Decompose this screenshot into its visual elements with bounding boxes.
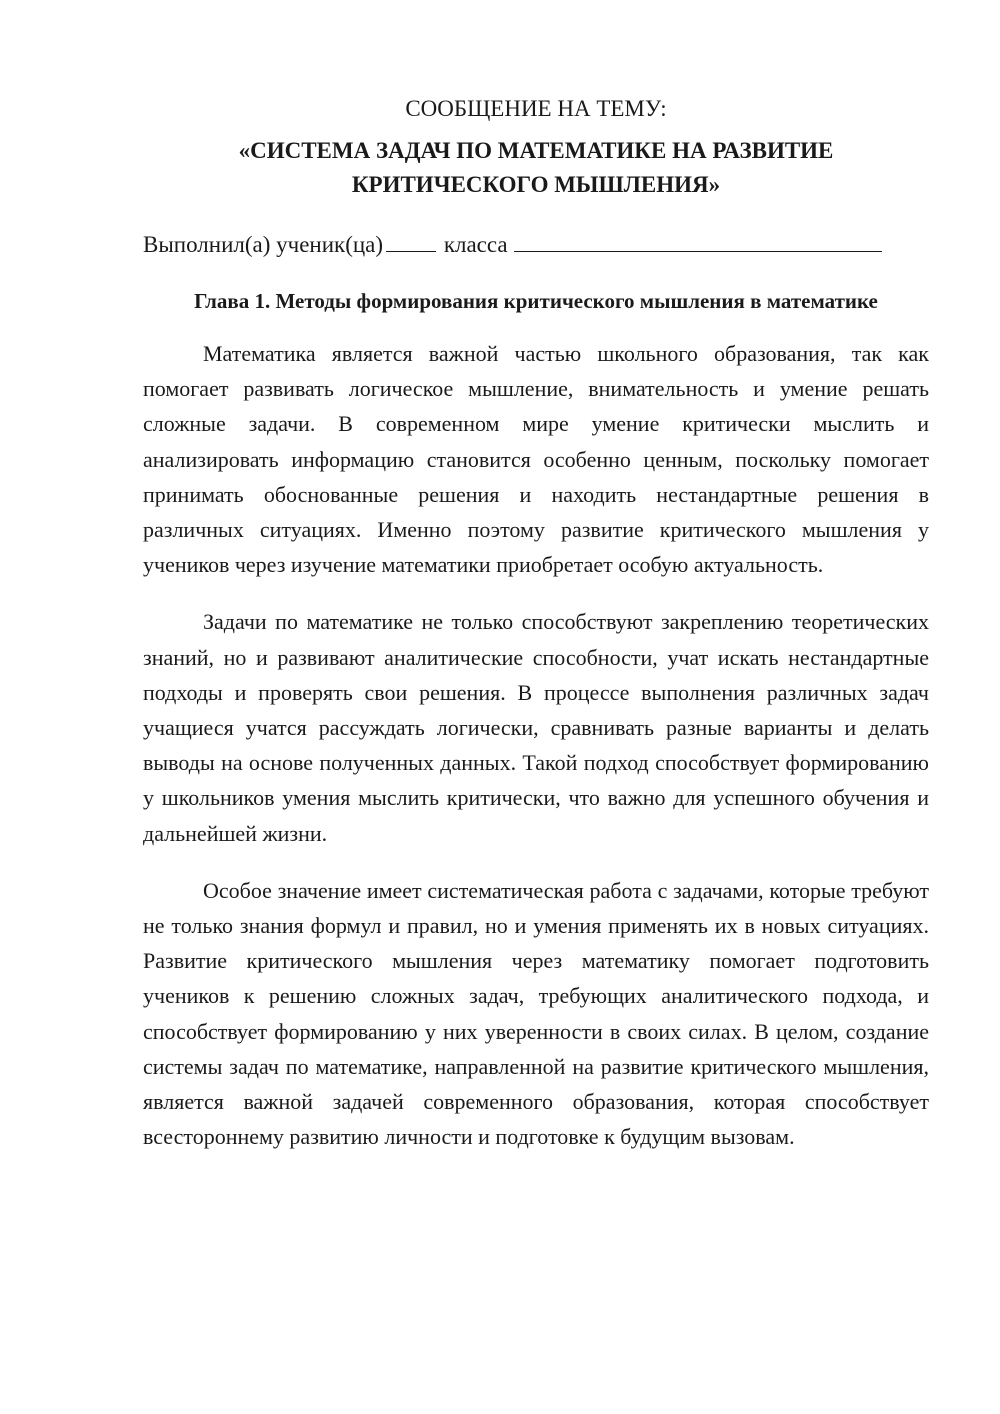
document-header: СООБЩЕНИЕ НА ТЕМУ: bbox=[405, 96, 667, 121]
chapter-heading: Глава 1. Методы формирования критического мышления в математике bbox=[194, 289, 878, 313]
class-label: класса bbox=[443, 232, 508, 257]
class-number-blank bbox=[386, 231, 436, 252]
document-title bbox=[143, 134, 929, 202]
title-line-1: «СИСТЕМА ЗАДАЧ ПО МАТЕМАТИКЕ НА РАЗВИТИЕ bbox=[238, 138, 834, 163]
student-name-blank bbox=[514, 231, 882, 252]
paragraph-1: Математика является важной частью школьного образования, так как помогает развивать логическое мышление, внимательность и умение решать сложные задачи. В современном мире умение критически мыслить и анализировать информацию становится особенно ценным, поскольку помогает принимать обоснованные решения и находить нестандартные решения в различных ситуациях. Именно поэтому развитие критического мышления у учеников через изучение математики приобретает особую актуальность. bbox=[143, 341, 929, 578]
document-page bbox=[143, 92, 929, 1154]
paragraph-2: Задачи по математике не только способствуют закреплению теоретических знаний, но и развивают аналитические способности, учат искать нестандартные подходы и проверять свои решения. В процессе выполнения различных задач учащиеся учатся рассуждать логически, сравнивать разные варианты и делать выводы на основе полученных данных. Такой подход способствует формированию у школьников умения мыслить критически, что важно для успешного обучения и дальнейшей жизни. bbox=[143, 609, 929, 846]
title-line-2: КРИТИЧЕСКОГО МЫШЛЕНИЯ» bbox=[351, 172, 721, 197]
paragraph-3: Особое значение имеет систематическая работа с задачами, которые требуют не только знания формул и правил, но и умения применять их в новых ситуациях. Развитие критического мышления через математику помогает подготовить учеников к решению сложных задач, требующих аналитического подхода, и способствует формированию у них уверенности в своих силах. В целом, создание системы задач по математике, направленной на развитие критического мышления, является важной задачей современного образования, которая способствует всестороннему развитию личности и подготовке к будущим вызовам. bbox=[143, 877, 929, 1150]
author-label: Выполнил(а) ученик(ца) bbox=[143, 232, 384, 257]
author-line bbox=[143, 228, 929, 262]
